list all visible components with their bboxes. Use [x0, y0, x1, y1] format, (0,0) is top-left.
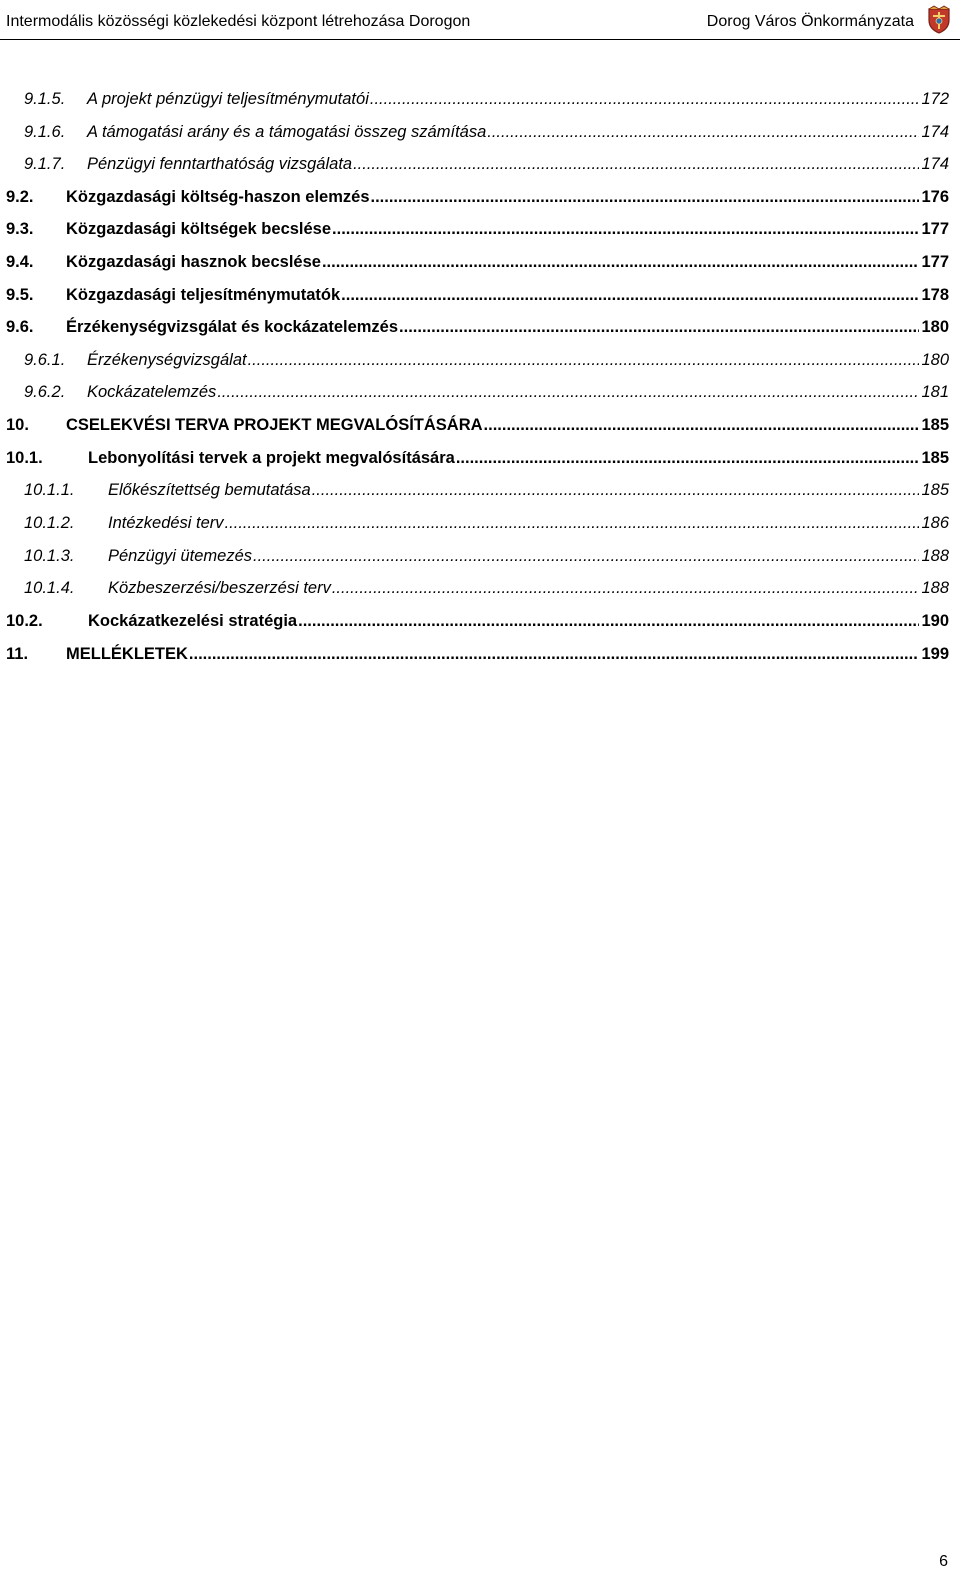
toc-title: A támogatási arány és a támogatási összeg számítása [87, 123, 487, 141]
toc-number: 9.6. [6, 318, 34, 336]
toc-number: 9.1.5. [24, 90, 66, 108]
toc-title: Lebonyolítási tervek a projekt megvalósítására [88, 449, 455, 467]
toc-title: Érzékenységvizsgálat [87, 351, 247, 369]
toc-leader [225, 511, 920, 535]
toc-entry[interactable] [0, 511, 960, 535]
toc-leader [484, 413, 920, 437]
toc-title: Közgazdasági teljesítménymutatók [66, 286, 341, 304]
toc-entry[interactable] [0, 250, 960, 274]
toc-number: 9.6.2. [24, 383, 66, 401]
toc-page-number: 174 [921, 155, 949, 173]
toc-entry[interactable] [0, 283, 960, 307]
toc-page-number: 180 [921, 351, 949, 369]
toc-leader [253, 544, 919, 568]
toc-entry[interactable] [0, 609, 960, 633]
toc-entry[interactable] [0, 642, 960, 666]
toc-page-number: 178 [921, 286, 949, 304]
toc-title: Pénzügyi ütemezés [108, 547, 252, 565]
toc-number: 10.2. [6, 612, 43, 630]
toc-leader [370, 87, 920, 111]
toc-page-number: 177 [921, 220, 949, 238]
toc-entry[interactable] [0, 348, 960, 372]
toc-entry[interactable] [0, 87, 960, 111]
toc-number: 10.1.1. [24, 481, 75, 499]
toc-entry[interactable] [0, 478, 960, 502]
toc-leader [298, 609, 919, 633]
toc-number: 10.1.2. [24, 514, 75, 532]
toc-entry[interactable] [0, 446, 960, 470]
toc-entry[interactable] [0, 120, 960, 144]
toc-leader [312, 478, 920, 502]
toc-page-number: 186 [921, 514, 949, 532]
toc-title: MELLÉKLETEK [66, 645, 188, 663]
toc-page-number: 185 [921, 416, 949, 434]
toc-title: Közgazdasági költségek becslése [66, 220, 332, 238]
coat-of-arms-icon [926, 5, 952, 35]
toc-number: 11. [6, 645, 29, 663]
toc-entry[interactable] [0, 315, 960, 339]
toc-leader [371, 185, 920, 209]
toc-leader [189, 642, 920, 666]
toc-number: 9.3. [6, 220, 34, 238]
toc-leader [456, 446, 920, 470]
toc-leader [487, 120, 919, 144]
toc-entry[interactable] [0, 152, 960, 176]
toc-title: Kockázatkezelési stratégia [88, 612, 298, 630]
toc-number: 9.5. [6, 286, 34, 304]
toc-title: Előkészítettség bemutatása [108, 481, 311, 499]
toc-number: 9.6.1. [24, 351, 66, 369]
toc-entry[interactable] [0, 413, 960, 437]
toc-number: 9.1.7. [24, 155, 66, 173]
organization-name: Dorog Város Önkormányzata [706, 13, 914, 30]
toc-page-number: 185 [921, 481, 949, 499]
toc-title: Pénzügyi fenntarthatóság vizsgálata [87, 155, 353, 173]
toc-page-number: 172 [921, 90, 949, 108]
toc-title: Közgazdasági költség-haszon elemzés [66, 188, 370, 206]
toc-title: Közgazdasági hasznok becslése [66, 253, 321, 271]
toc-page-number: 185 [921, 449, 949, 467]
toc-title: Közbeszerzési/beszerzési terv [108, 579, 331, 597]
toc-page-number: 190 [921, 612, 949, 630]
toc-leader [248, 348, 920, 372]
toc-page-number: 188 [921, 547, 949, 565]
toc-title: CSELEKVÉSI TERVA PROJEKT MEGVALÓSÍTÁSÁRA [66, 416, 483, 434]
toc-title: Intézkedési terv [108, 514, 224, 532]
toc-leader [399, 315, 919, 339]
toc-title: A projekt pénzügyi teljesítménymutatói [87, 90, 369, 108]
toc-entry[interactable] [0, 576, 960, 600]
toc-entry[interactable] [0, 217, 960, 241]
toc-entry[interactable] [0, 185, 960, 209]
page-header [0, 0, 960, 40]
toc-number: 10.1.3. [24, 547, 75, 565]
toc-page-number: 176 [921, 188, 949, 206]
toc-leader [322, 250, 920, 274]
toc-page-number: 180 [921, 318, 949, 336]
toc-page-number: 188 [921, 579, 949, 597]
toc-page-number: 174 [921, 123, 949, 141]
page-number: 6 [939, 1553, 948, 1570]
toc-page-number: 177 [921, 253, 949, 271]
toc-leader [341, 283, 919, 307]
toc-number: 9.4. [6, 253, 34, 271]
toc-leader [332, 217, 919, 241]
toc-entry[interactable] [0, 544, 960, 568]
toc-title: Kockázatelemzés [87, 383, 217, 401]
toc-number: 10. [6, 416, 29, 434]
toc-leader [217, 380, 919, 404]
toc-page-number: 181 [921, 383, 949, 401]
document-title: Intermodális közösségi közlekedési központ létrehozása Dorogon [6, 13, 471, 30]
toc-page-number: 199 [921, 645, 949, 663]
toc-title: Érzékenységvizsgálat és kockázatelemzés [66, 318, 399, 336]
toc-number: 9.1.6. [24, 123, 66, 141]
toc-leader [332, 576, 920, 600]
toc-number: 10.1.4. [24, 579, 75, 597]
toc-leader [353, 152, 919, 176]
toc-number: 9.2. [6, 188, 34, 206]
toc-number: 10.1. [6, 449, 43, 467]
toc-entry[interactable] [0, 380, 960, 404]
